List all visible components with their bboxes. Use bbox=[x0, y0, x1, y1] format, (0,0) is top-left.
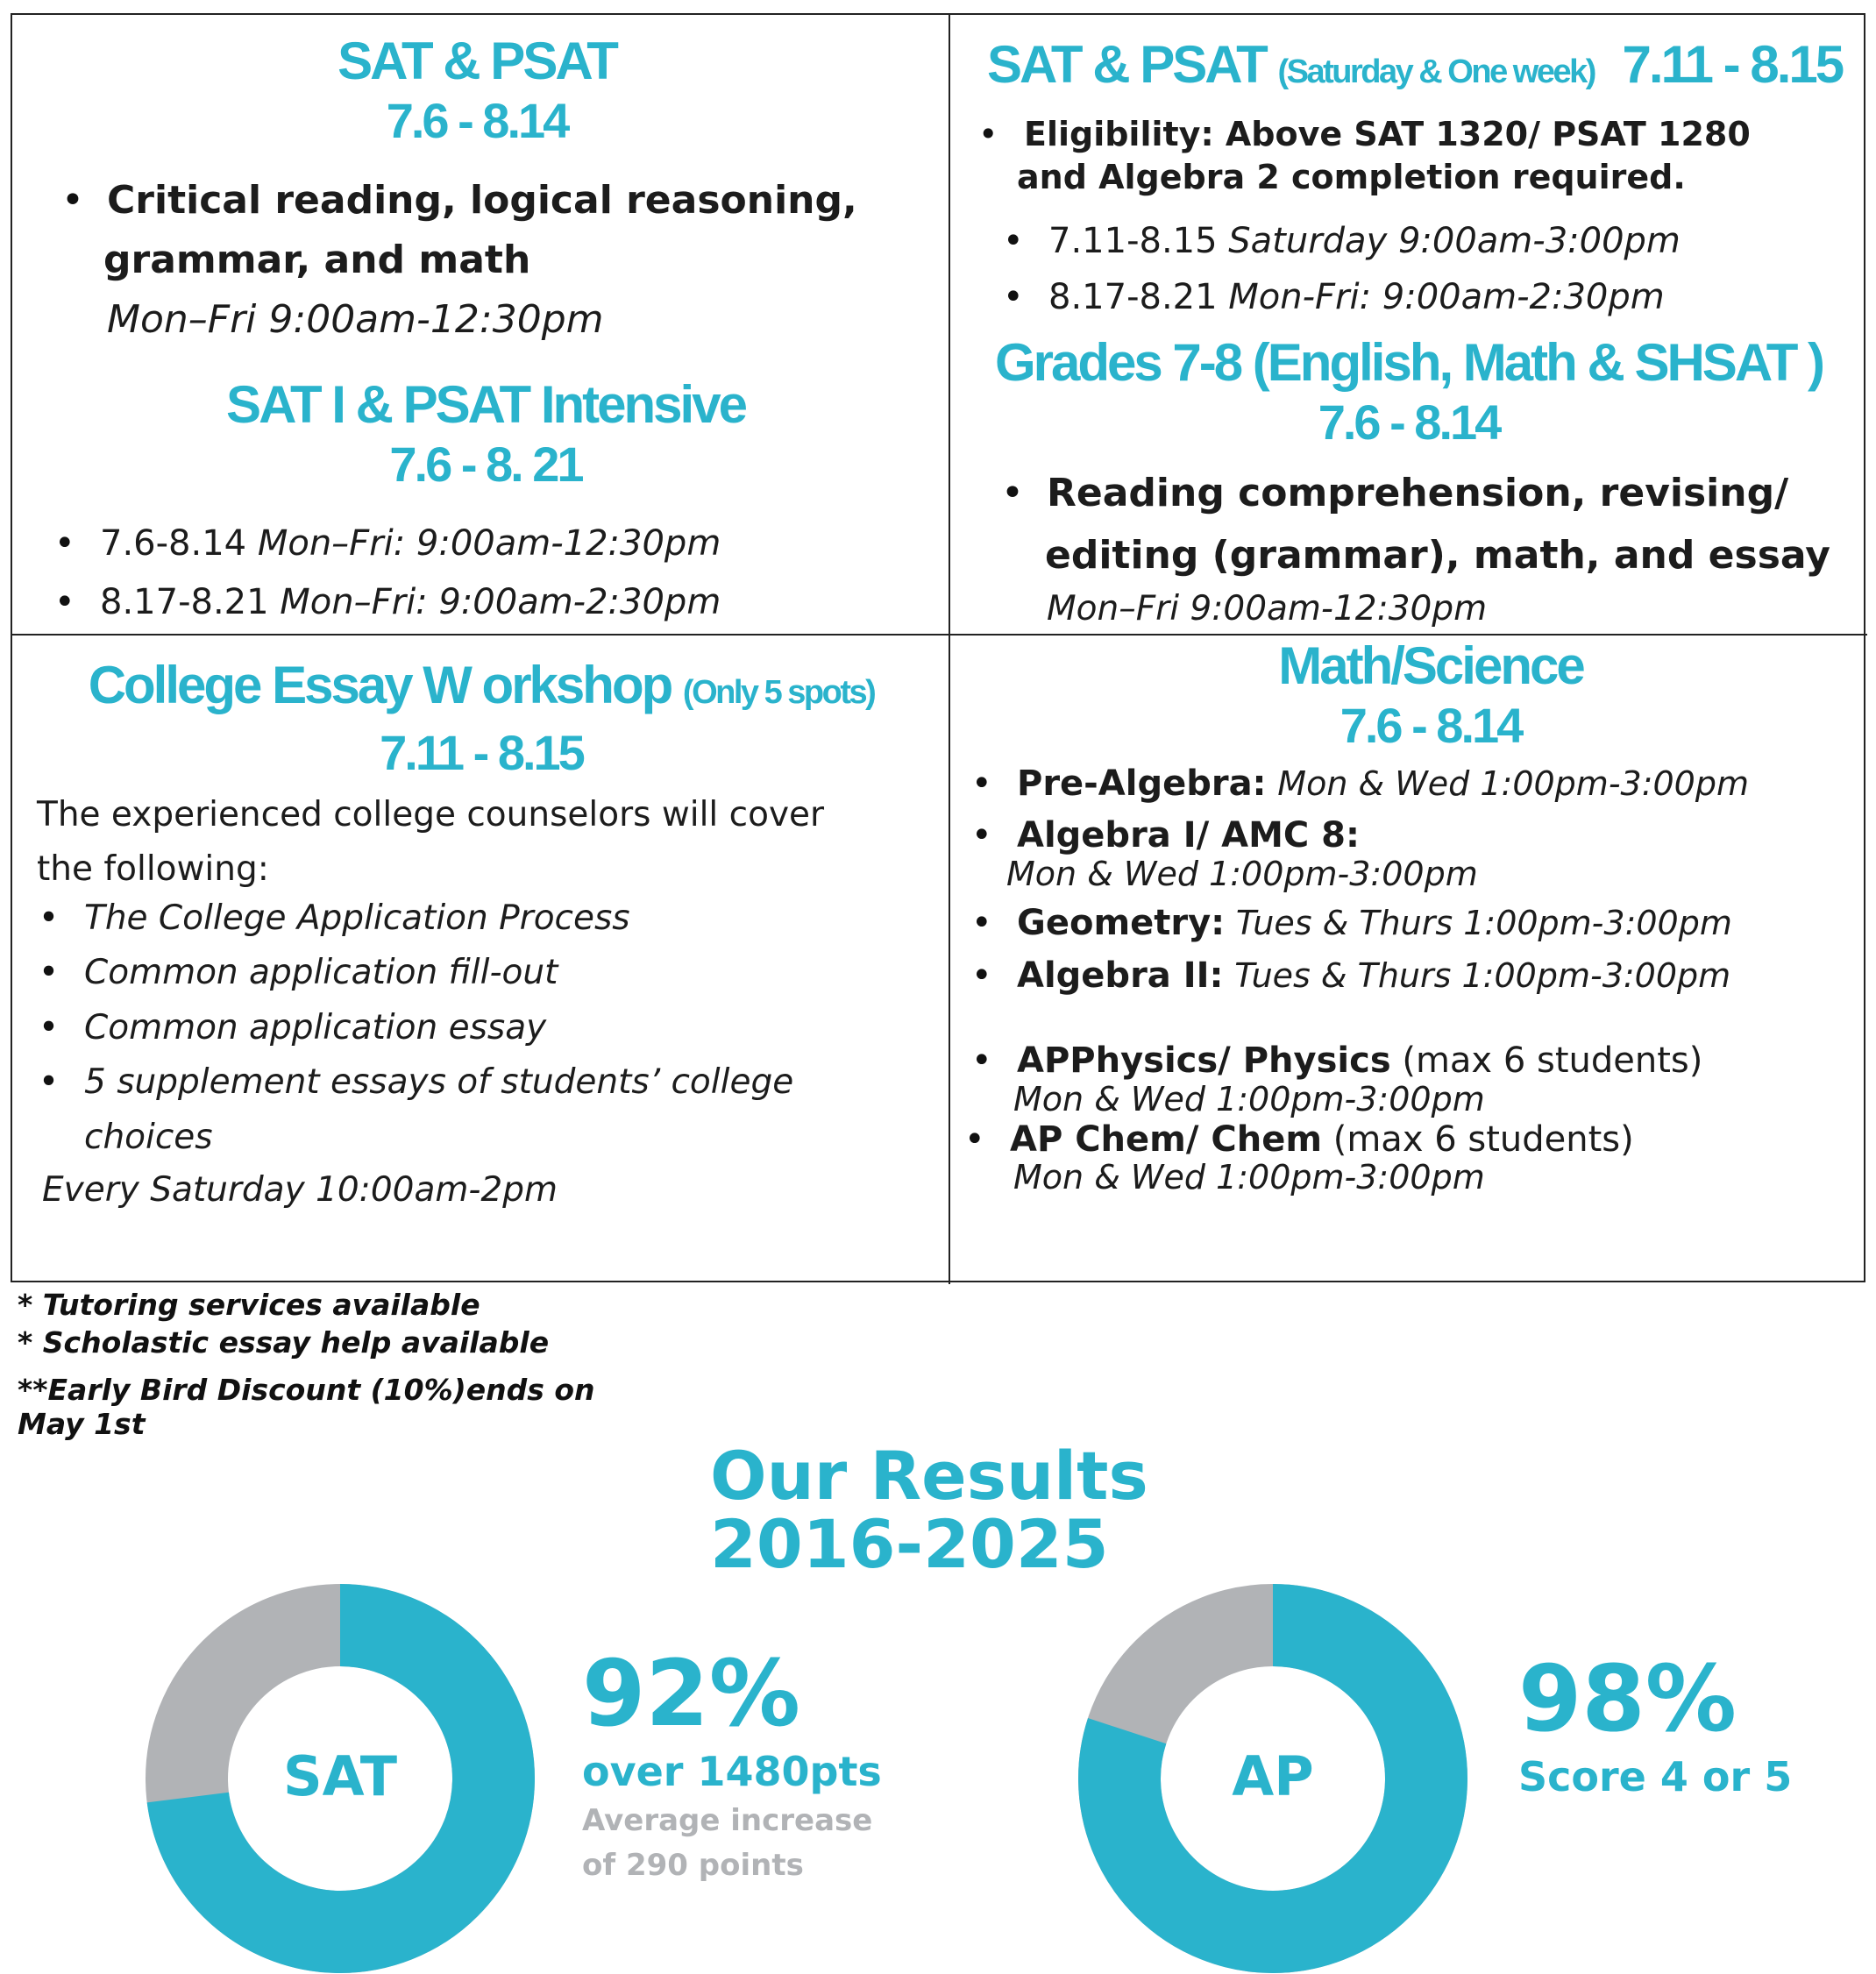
list-item: • The College Application Process bbox=[84, 891, 926, 946]
grades78-line2: editing (grammar), math, and essay bbox=[1045, 533, 1830, 579]
course-schedule: Tues & Thurs 1:00pm-3:00pm bbox=[1234, 956, 1731, 996]
sat-weekly-cell bbox=[950, 15, 1867, 636]
sat-donut-chart bbox=[145, 1583, 536, 1974]
note-early-bird-line2: May 1st bbox=[18, 1407, 146, 1442]
sat-psat-cell bbox=[12, 15, 950, 636]
ap-donut-label: AP bbox=[1232, 1744, 1314, 1808]
item-dates: 7.11-8.15 bbox=[1048, 221, 1218, 261]
course-schedule: Mon & Wed 1:00pm-3:00pm bbox=[1006, 854, 1478, 893]
course-name: APPhysics/ Physics bbox=[1017, 1040, 1391, 1082]
sat-weekly-list bbox=[1017, 113, 1848, 198]
course-note: (max 6 students) bbox=[1402, 1040, 1703, 1082]
sat-psat-dates: 7.6 - 8.14 bbox=[386, 93, 568, 148]
sat-weekly-dates: 7.11 - 8.15 bbox=[1622, 35, 1843, 94]
ap-percent: 98% bbox=[1518, 1645, 1737, 1752]
essay-intro bbox=[37, 788, 931, 896]
course-note: (max 6 students) bbox=[1332, 1118, 1634, 1160]
essay-cell bbox=[12, 636, 950, 1284]
sat-weekly-title: SAT & PSAT bbox=[987, 35, 1266, 94]
ap-subline: Score 4 or 5 bbox=[1518, 1753, 1793, 1800]
math-science-title: Math/Science bbox=[1278, 636, 1583, 695]
results-title-line1: Our Results bbox=[710, 1437, 1148, 1515]
programs-grid bbox=[11, 13, 1865, 1282]
list-item bbox=[1017, 113, 1848, 198]
math-science-list bbox=[1006, 763, 1867, 1197]
results-title-line2: 2016-2025 bbox=[710, 1504, 1109, 1583]
sat-muted-line2: of 290 points bbox=[582, 1848, 804, 1883]
course-schedule: Tues & Thurs 1:00pm-3:00pm bbox=[1235, 904, 1732, 943]
item-schedule: Mon–Fri 9:00am-12:30pm bbox=[107, 297, 604, 343]
sat-psat-title: SAT & PSAT bbox=[338, 32, 616, 90]
results-title bbox=[710, 1437, 1148, 1583]
footnotes bbox=[18, 1287, 595, 1442]
item-dates: 8.17-8.21 bbox=[1048, 277, 1218, 317]
item-dates: 7.6-8.14 bbox=[100, 523, 247, 564]
list-item bbox=[1006, 815, 1867, 893]
list-item bbox=[100, 573, 942, 632]
grades78-title: Grades 7-8 (English, Math & SHSAT ) bbox=[994, 333, 1823, 392]
sat-intensive-title: SAT I & PSAT Intensive bbox=[226, 375, 745, 434]
note-scholastic: * Scholastic essay help available bbox=[18, 1324, 550, 1360]
list-item-continuation: choices bbox=[84, 1117, 213, 1157]
grades78-line1: • Reading comprehension, revising/ bbox=[1047, 471, 1789, 515]
course-name: Pre-Algebra: bbox=[1017, 763, 1267, 804]
essay-list bbox=[84, 891, 926, 1165]
list-item bbox=[1048, 213, 1855, 269]
note-early-bird-line1: **Early Bird Discount (10%)ends on bbox=[18, 1372, 595, 1407]
list-item bbox=[103, 171, 931, 351]
item-line2: grammar, and math bbox=[103, 238, 531, 283]
ap-donut-chart bbox=[1077, 1583, 1468, 1974]
item-schedule: Mon–Fri: 9:00am-12:30pm bbox=[257, 523, 721, 564]
sat-weekly-sessions bbox=[1048, 213, 1855, 325]
sat-intensive-dates: 7.6 - 8. 21 bbox=[389, 437, 582, 492]
course-schedule: Mon & Wed 1:00pm-3:00pm bbox=[1013, 1158, 1485, 1197]
note-tutoring: * Tutoring services available bbox=[18, 1288, 480, 1322]
list-item bbox=[1013, 1040, 1867, 1119]
essay-subtitle: (Only 5 spots) bbox=[682, 674, 875, 711]
essay-title: College Essay W orkshop bbox=[88, 656, 672, 714]
list-item bbox=[1017, 955, 1867, 996]
course-schedule: Mon & Wed 1:00pm-3:00pm bbox=[1013, 1080, 1485, 1119]
sat-muted-text bbox=[582, 1799, 872, 1888]
sat-intensive-list bbox=[100, 515, 942, 632]
list-item bbox=[1047, 462, 1853, 631]
eligibility-line1: • Eligibility: Above SAT 1320/ PSAT 1280 bbox=[1024, 115, 1751, 153]
sat-psat-list bbox=[103, 171, 931, 351]
item-schedule: Mon-Fri: 9:00am-2:30pm bbox=[1228, 277, 1665, 317]
list-item bbox=[100, 515, 942, 573]
list-item bbox=[1048, 269, 1855, 325]
list-item bbox=[1017, 763, 1867, 804]
course-name: AP Chem/ Chem bbox=[1010, 1118, 1323, 1160]
item-schedule: Mon–Fri: 9:00am-2:30pm bbox=[280, 582, 721, 623]
sat-donut-label: SAT bbox=[282, 1744, 398, 1808]
item-schedule: Saturday 9:00am-3:00pm bbox=[1228, 221, 1681, 261]
essay-intro-line2: the following: bbox=[37, 849, 269, 889]
eligibility-line2: and Algebra 2 completion required. bbox=[1017, 157, 1686, 196]
essay-schedule: Every Saturday 10:00am-2pm bbox=[42, 1170, 558, 1210]
list-item bbox=[1010, 1120, 1867, 1196]
course-name: Geometry: bbox=[1017, 903, 1226, 944]
list-item: • 5 supplement essays of students’ college bbox=[84, 1055, 926, 1110]
list-item: • Common application fill-out bbox=[84, 946, 926, 1000]
list-item bbox=[1017, 903, 1867, 943]
grades78-dates: 7.6 - 8.14 bbox=[1318, 394, 1500, 450]
essay-dates: 7.11 - 8.15 bbox=[380, 725, 583, 780]
grades78-list bbox=[1047, 462, 1853, 631]
math-science-dates: 7.6 - 8.14 bbox=[1339, 698, 1522, 753]
item-dates: 8.17-8.21 bbox=[100, 582, 269, 623]
course-name: Algebra II: bbox=[1017, 955, 1224, 997]
sat-subline: over 1480pts bbox=[582, 1748, 882, 1795]
essay-intro-line1: The experienced college counselors will cover bbox=[37, 795, 825, 834]
sat-muted-line1: Average increase bbox=[582, 1803, 873, 1838]
math-science-cell bbox=[950, 636, 1867, 1284]
course-schedule: Mon & Wed 1:00pm-3:00pm bbox=[1277, 764, 1749, 803]
sat-percent: 92% bbox=[582, 1640, 800, 1747]
item-line1: • Critical reading, logical reasoning, bbox=[107, 178, 857, 223]
grades78-schedule: Mon–Fri 9:00am-12:30pm bbox=[1047, 588, 1488, 628]
course-name: • Algebra I/ AMC 8: bbox=[1017, 815, 1360, 856]
list-item: • Common application essay bbox=[84, 1001, 926, 1055]
sat-weekly-subtitle: (Saturday & One week) bbox=[1277, 53, 1595, 90]
